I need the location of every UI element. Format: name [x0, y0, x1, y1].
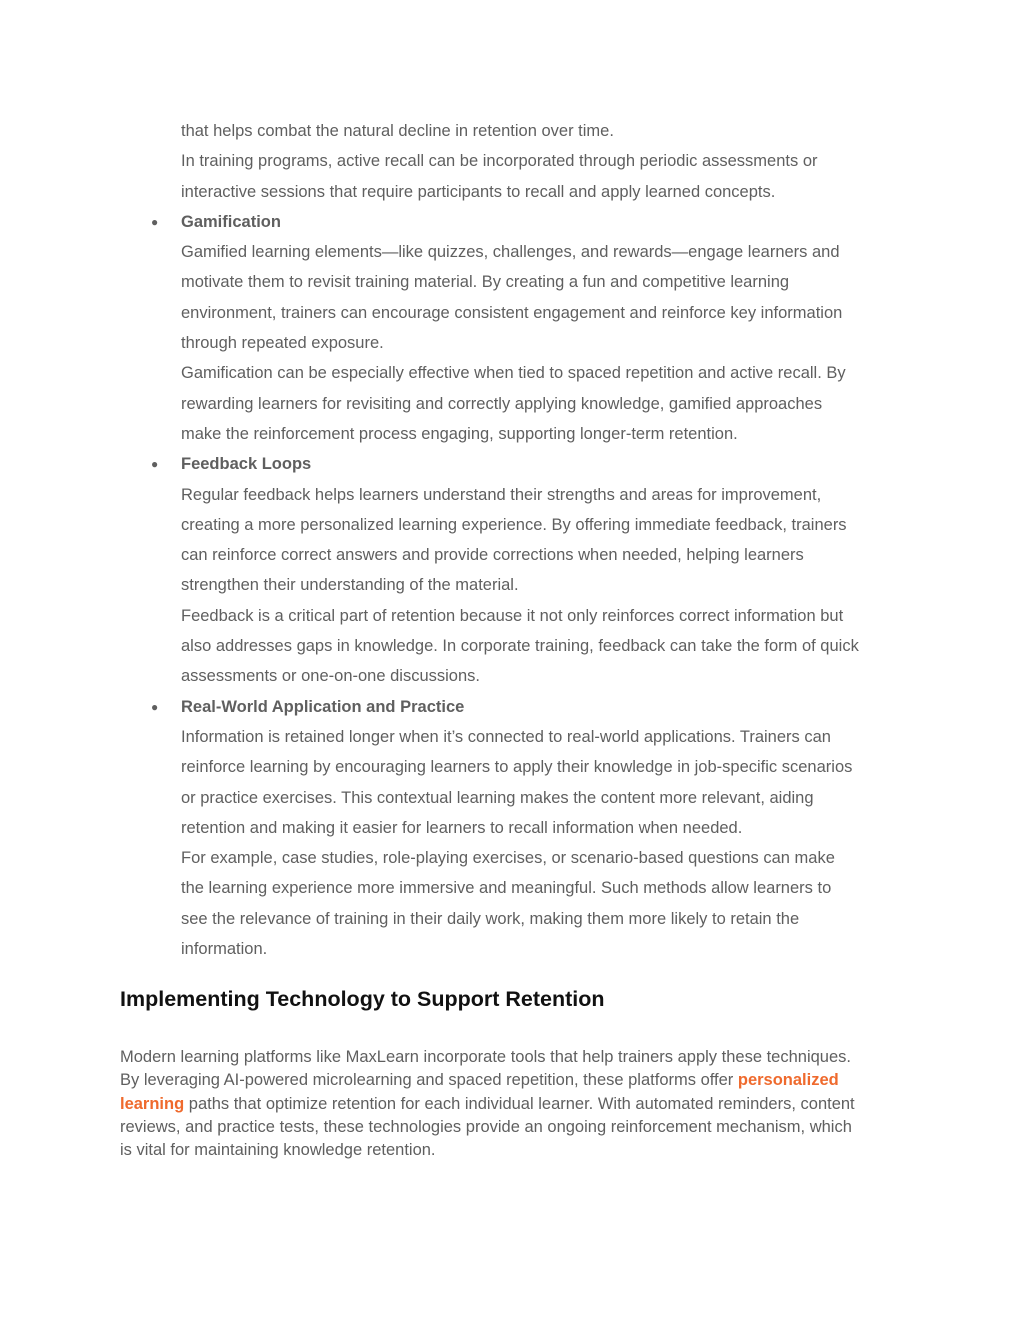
paragraph-line: Modern learning platforms like MaxLearn incorporate tools that help trainers apply these techniques.	[120, 1048, 851, 1066]
list-item-text-line: through repeated exposure.	[181, 334, 384, 353]
paragraph-line	[120, 1093, 910, 1116]
list-item-text-line: reinforce learning by encouraging learners to apply their knowledge in job-specific scenarios	[181, 758, 853, 777]
list-item-text-line: environment, trainers can encourage consistent engagement and reinforce key information	[181, 303, 843, 322]
continued-text-line: interactive sessions that require participants to recall and apply learned concepts.	[181, 182, 776, 201]
list-item-text-line: Gamification can be especially effective when tied to spaced repetition and active recall. By	[181, 364, 846, 383]
personalized-learning-link[interactable]: personalized	[737, 1071, 839, 1090]
list-item-text-line: or practice exercises. This contextual learning makes the content more relevant, aiding	[181, 788, 814, 807]
continued-text-line: that helps combat the natural decline in retention over time.	[181, 122, 614, 140]
bullet-list	[0, 116, 1024, 964]
paragraph-line: is vital for maintaining knowledge retention.	[120, 1141, 436, 1160]
paragraph-line	[120, 1069, 910, 1092]
list-item-text-line: make the reinforcement process engaging, supporting longer-term retention.	[181, 424, 738, 443]
list-item-text-line: information.	[181, 940, 268, 959]
list-item-text-line: creating a more personalized learning experience. By offering immediate feedback, trainers	[181, 515, 847, 534]
personalized-learning-link-continued[interactable]: learning	[120, 1094, 185, 1113]
paragraph-text: By leveraging AI-powered microlearning and spaced repetition, these platforms offer	[120, 1071, 738, 1090]
list-item-text-line: Feedback is a critical part of retention because it not only reinforces correct information but	[181, 606, 844, 625]
list-item-text-line: can reinforce correct answers and provide corrections when needed, helping learners	[181, 546, 804, 565]
list-item-title: Gamification	[181, 212, 281, 231]
list-item-text-line: the learning experience more immersive and meaningful. Such methods allow learners to	[181, 879, 832, 898]
list-item-text-line: assessments or one-on-one discussions.	[181, 667, 480, 686]
list-item-gamification	[0, 207, 1024, 237]
list-item-text-line: see the relevance of training in their daily work, making them more likely to retain the	[181, 909, 800, 928]
list-item-title: Real-World Application and Practice	[181, 697, 465, 716]
bullet-icon: ●	[151, 699, 159, 714]
list-item-feedback-loops	[0, 449, 1024, 479]
list-item-text-line: retention and making it easier for learners to recall information when needed.	[181, 818, 743, 837]
list-item-text-line: For example, case studies, role-playing exercises, or scenario-based questions can make	[181, 849, 835, 868]
section-heading: Implementing Technology to Support Retention	[120, 987, 605, 1011]
paragraph-text: paths that optimize retention for each individual learner. With automated reminders, content	[184, 1094, 855, 1113]
bullet-icon: ●	[151, 457, 159, 472]
list-item-text-line: also addresses gaps in knowledge. In corporate training, feedback can take the form of quick	[181, 637, 859, 656]
list-item-text-line: strengthen their understanding of the material.	[181, 576, 519, 595]
list-item-text-line: rewarding learners for revisiting and correctly applying knowledge, gamified approaches	[181, 394, 823, 413]
list-item-text-line: Regular feedback helps learners understand their strengths and areas for improvement,	[181, 485, 822, 504]
list-item-real-world-application	[0, 692, 1024, 722]
list-item-text-line: Information is retained longer when it’s connected to real-world applications. Trainers can	[181, 727, 831, 746]
bullet-icon: ●	[151, 214, 159, 229]
list-item-text-line: Gamified learning elements—like quizzes, challenges, and rewards—engage learners and	[181, 243, 840, 262]
list-item-title: Feedback Loops	[181, 455, 312, 474]
continued-text-line: In training programs, active recall can be incorporated through periodic assessments or	[181, 152, 818, 171]
list-item-text-line: motivate them to revisit training material. By creating a fun and competitive learning	[181, 273, 790, 292]
paragraph-line: reviews, and practice tests, these technologies provide an ongoing reinforcement mechanism, which	[120, 1117, 852, 1136]
section-paragraph	[120, 1046, 910, 1162]
